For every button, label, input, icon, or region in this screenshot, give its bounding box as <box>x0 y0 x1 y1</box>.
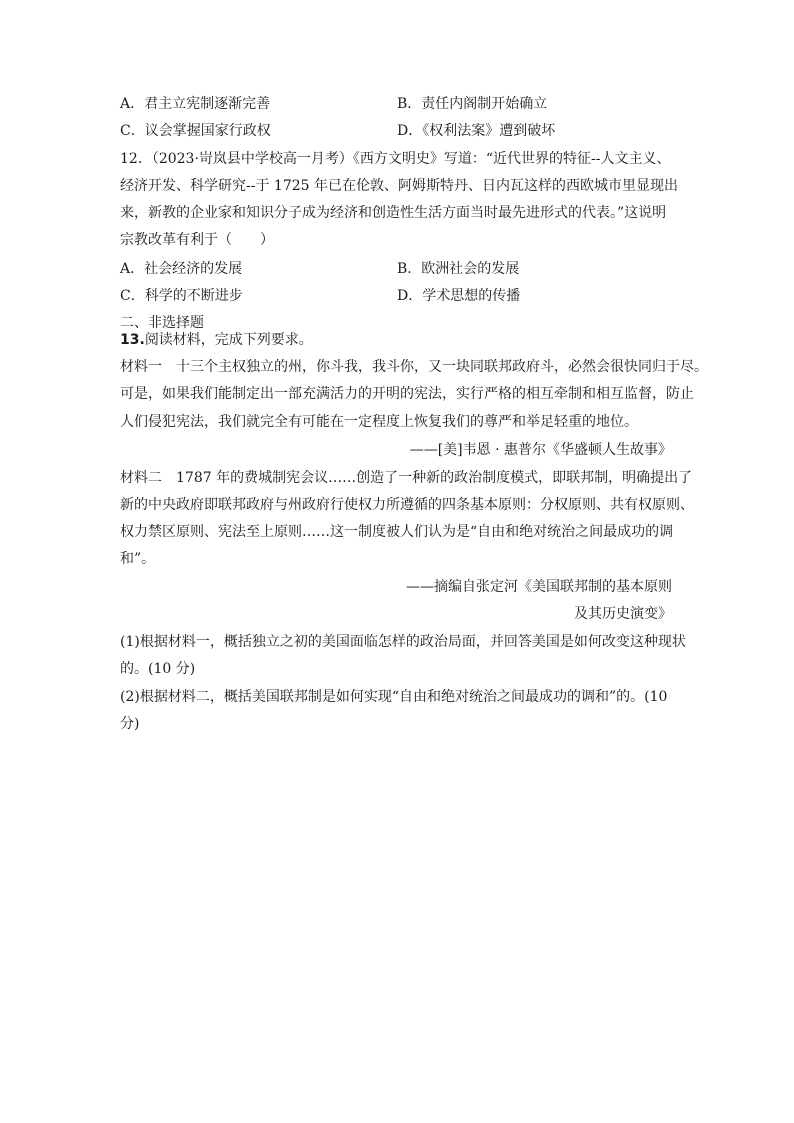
section-heading: 二、非选择题 <box>120 315 204 331</box>
q13-instruction: 阅读材料，完成下列要求。 <box>144 332 313 348</box>
material2-source-line-2: 及其历史演变》 <box>574 606 672 622</box>
q11-option-a: A．君主立宪制逐渐完善 <box>120 96 271 112</box>
material2-source-line-1: ——摘编自张定河《美国联邦制的基本原则 <box>406 579 672 595</box>
q12-option-c: C．科学的不断进步 <box>120 288 243 304</box>
q13-header <box>120 330 313 350</box>
q11-option-d: D．《权利法案》遭到破坏 <box>397 123 556 139</box>
sub-question-2-line-1: (2)根据材料二，概括美国联邦制是如何实现“自由和绝对统治之间最成功的调和”的。(10 <box>120 689 668 705</box>
q12-stem-line-3: 来，新教的企业家和知识分子成为经济和创造性生活方面当时最先进形式的代表。”这说明 <box>120 205 667 221</box>
material1-line-3: 人们侵犯宪法，我们就完全有可能在一定程度上恢复我们的尊严和举足轻重的地位。 <box>120 414 638 430</box>
material2-line-1: 材料二 1787 年的费城制宪会议……创造了一种新的政治制度模式，即联邦制，明确提出了 <box>120 470 693 486</box>
sub-question-1-line-1: (1)根据材料一，概括独立之初的美国面临怎样的政治局面，并回答美国是如何改变这种现状 <box>120 634 686 650</box>
material1-line-1: 材料一 十三个主权独立的州，你斗我，我斗你，又一块同联邦政府斗，必然会很快同归于尽。 <box>120 359 708 375</box>
q12-stem-line-1: 12．（2023·岢岚县中学校高一月考）《西方文明史》写道：“近代世界的特征--人文主义、 <box>120 151 671 167</box>
material2-line-3: 权力禁区原则、宪法至上原则……这一制度被人们认为是“自由和绝对统治之间最成功的调 <box>120 524 674 540</box>
sub-question-1-line-2: 的。(10 分) <box>120 661 196 677</box>
sub-question-2-line-2: 分) <box>120 716 140 732</box>
material1-line-2: 可是，如果我们能制定出一部充满活力的开明的宪法，实行严格的相互牵制和相互监督，防止 <box>120 386 694 402</box>
q13-number: 13. <box>120 332 145 348</box>
q12-option-d: D．学术思想的传播 <box>397 288 521 304</box>
material1-source: ——[美]韦恩 · 惠普尔《华盛顿人生故事》 <box>409 442 672 458</box>
q12-option-a: A．社会经济的发展 <box>120 261 243 277</box>
material2-line-4: 和”。 <box>120 551 156 567</box>
q11-option-b: B．责任内阁制开始确立 <box>397 96 548 112</box>
material2-line-2: 新的中央政府即联邦政府与州政府行使权力所遵循的四条基本原则：分权原则、共有权原则、 <box>120 497 694 513</box>
q11-option-c: C．议会掌握国家行政权 <box>120 123 271 139</box>
q12-stem-line-2: 经济开发、科学研究--于 1725 年已在伦敦、阿姆斯特丹、日内瓦这样的西欧城市里显现出 <box>120 178 678 194</box>
q12-stem-line-4: 宗教改革有利于（ ） <box>120 232 274 248</box>
q12-option-b: B．欧洲社会的发展 <box>397 261 520 277</box>
